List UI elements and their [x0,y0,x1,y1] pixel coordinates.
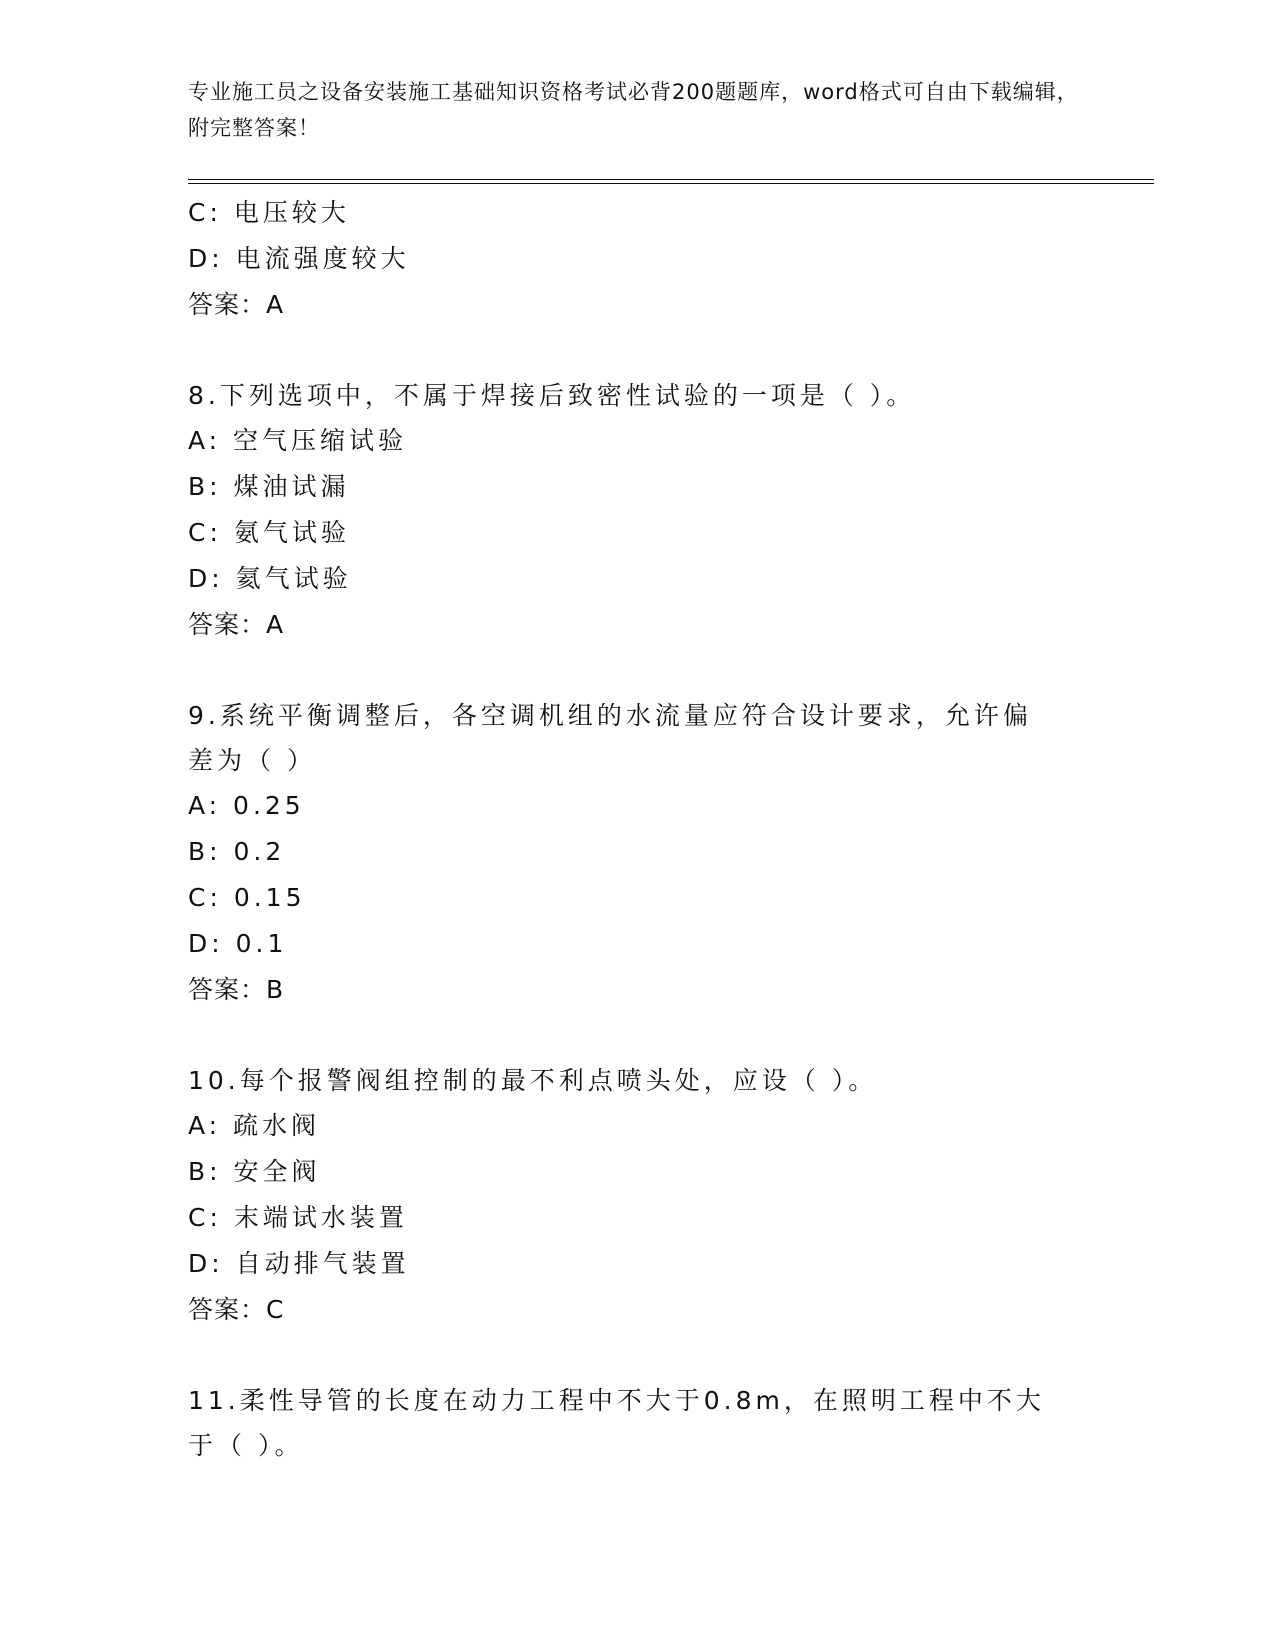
document-header: 专业施工员之设备安装施工基础知识资格考试必背200题题库，word格式可自由下载编辑，附完整答案！ [188,80,1079,140]
option-c: C: 末端试水装置 [188,1203,408,1232]
question-11 [188,1378,1108,1468]
question-8 [188,373,1108,648]
option-c: C: 氨气试验 [188,518,350,547]
question-9 [188,693,1108,1013]
option-a: A: 空气压缩试验 [188,426,408,455]
prev-question-tail [188,190,1108,328]
question-list [188,190,1108,1468]
header-divider-top [188,179,1154,180]
option-b: B: 0.2 [188,837,286,866]
question-10 [188,1058,1108,1333]
option-d: D: 氦气试验 [188,564,352,593]
option-b: B: 安全阀 [188,1157,321,1186]
option-d: D: 电流强度较大 [188,244,410,273]
answer: 答案：C [188,1295,285,1324]
option-d: D: 自动排气装置 [188,1249,410,1278]
answer: 答案：A [188,290,285,319]
question-text: 9.系统平衡调整后，各空调机组的水流量应符合设计要求，允许偏差为（ ） [188,701,1032,775]
option-c: C: 电压较大 [188,198,350,227]
option-a: A: 0.25 [188,791,305,820]
question-text: 10.每个报警阀组控制的最不利点喷头处，应设（ ）。 [188,1066,878,1095]
header-divider-bottom [188,183,1154,184]
option-a: A: 疏水阀 [188,1111,321,1140]
option-d: D: 0.1 [188,929,288,958]
option-c: C: 0.15 [188,883,306,912]
answer: 答案：A [188,610,285,639]
answer: 答案：B [188,975,285,1004]
question-text: 8.下列选项中，不属于焊接后致密性试验的一项是（ ）。 [188,381,916,410]
question-text: 11.柔性导管的长度在动力工程中不大于0.8m，在照明工程中不大于（ ）。 [188,1386,1045,1460]
option-b: B: 煤油试漏 [188,472,350,501]
